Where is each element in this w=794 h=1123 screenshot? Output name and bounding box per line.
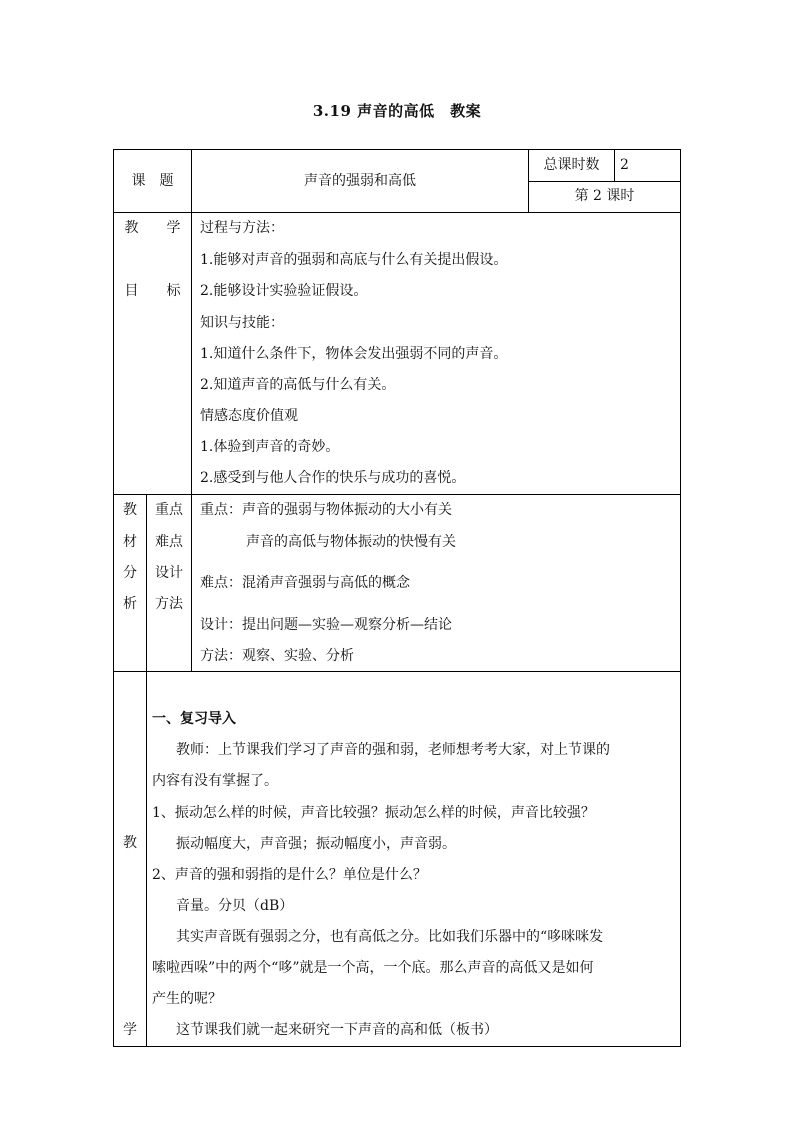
row-divider-header — [114, 212, 680, 213]
analysis-label-char: 析 — [123, 596, 137, 612]
analysis-line: 声音的高低与物体振动的快慢有关 — [246, 534, 456, 550]
current-hour: 第 2 课时 — [574, 188, 635, 204]
analysis-sub-label: 难点 — [155, 534, 183, 550]
process-line: 教师：上节课我们学习了声音的强和弱，老师想考考大家，对上节课的 — [176, 742, 610, 758]
lesson-name: 声音的强弱和高低 — [304, 173, 416, 189]
goals-line: 知识与技能： — [200, 315, 284, 331]
goals-line: 2.感受到与他人合作的快乐与成功的喜悦。 — [200, 470, 466, 486]
analysis-sub-label: 设计 — [155, 565, 183, 581]
goals-line: 1.知道什么条件下，物体会发出强弱不同的声音。 — [200, 346, 508, 362]
document-title: 3.19 声音的高低 教案 — [312, 102, 482, 120]
analysis-line: 方法：观察、实验、分析 — [200, 648, 354, 664]
row-divider-hours — [528, 181, 680, 182]
analysis-label-char: 材 — [123, 534, 137, 550]
row-divider-goals — [114, 494, 680, 495]
process-label-char: 学 — [123, 1022, 137, 1038]
process-line: 这节课我们就一起来研究一下声音的高和低（板书） — [176, 1022, 498, 1038]
analysis-sub-label: 方法 — [155, 596, 183, 612]
col-divider-hours-value — [614, 150, 615, 181]
goals-line: 2.知道声音的高低与什么有关。 — [200, 377, 396, 393]
total-hours-value: 2 — [620, 157, 629, 173]
process-line: 2、声音的强和弱指的是什么？单位是什么？ — [152, 867, 427, 883]
analysis-line: 重点：声音的强弱与物体振动的大小有关 — [200, 502, 452, 518]
goals-line: 过程与方法： — [200, 220, 284, 236]
col-divider-label — [191, 150, 192, 494]
analysis-sub-label: 重点 — [155, 502, 183, 518]
analysis-label-char: 分 — [123, 565, 137, 581]
total-hours-label: 总课时数 — [543, 157, 600, 173]
process-label-char: 教 — [123, 835, 137, 851]
process-line: 音量。分贝（dB） — [176, 898, 294, 914]
process-line: 其实声音既有强弱之分，也有高低之分。比如我们乐器中的“哆咪咪发 — [176, 929, 604, 945]
process-line: 1、振动怎么样的时候，声音比较强？振动怎么样的时候，声音比较强？ — [152, 805, 595, 821]
goals-line: 情感态度价值观 — [200, 408, 298, 424]
col-divider-analysis-sub — [191, 494, 192, 671]
process-line: 嗦啦西哚”中的两个“哆”就是一个高，一个底。那么声音的高低又是如何 — [152, 960, 594, 976]
goals-line: 2.能够设计实验验证假设。 — [200, 283, 368, 299]
goals-label-top: 教 学 — [124, 220, 181, 236]
process-line: 产生的呢？ — [152, 991, 222, 1007]
goals-line: 1.能够对声音的强弱和高底与什么有关提出假设。 — [200, 252, 508, 268]
analysis-line: 难点：混淆声音强弱与高低的概念 — [200, 575, 410, 591]
process-heading: 一、复习导入 — [152, 711, 236, 727]
analysis-label-char: 教 — [123, 502, 137, 518]
row-divider-analysis — [114, 671, 680, 672]
goals-line: 1.体验到声音的奇妙。 — [200, 439, 340, 455]
process-line: 振动幅度大，声音强；振动幅度小，声音弱。 — [176, 836, 456, 852]
lesson-label: 课 题 — [131, 173, 174, 189]
analysis-line: 设计：提出问题—实验—观察分析—结论 — [200, 617, 452, 633]
process-line: 内容有没有掌握了。 — [152, 773, 278, 789]
lesson-plan-table — [113, 149, 681, 1047]
goals-label-bottom: 目 标 — [124, 283, 181, 299]
